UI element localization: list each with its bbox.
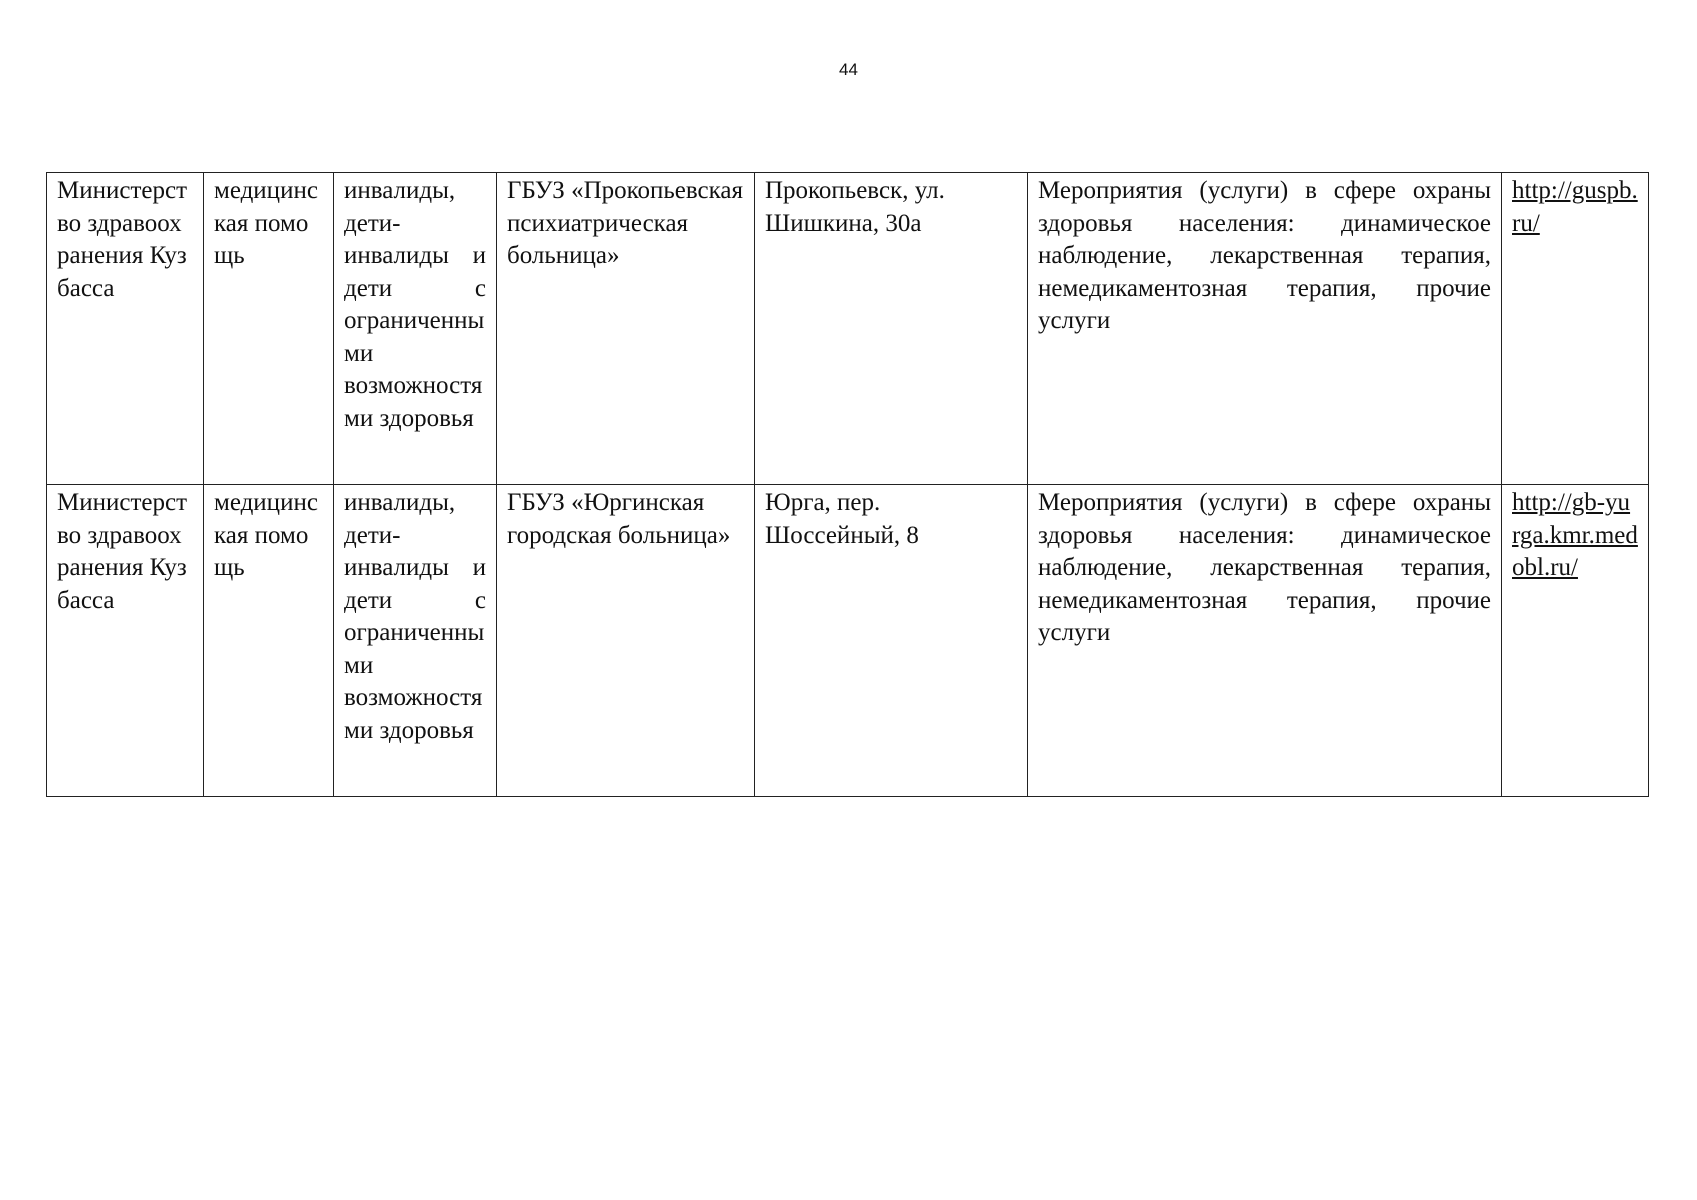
ministry-cell: Министерство здравоохранения Кузбасса [47, 173, 204, 485]
category-cell: медицинская помощь [204, 485, 334, 797]
recipients-cell [334, 173, 497, 485]
page-number: 44 [839, 60, 858, 79]
recipients-cell [334, 485, 497, 797]
ministry-cell: Министерство здравоохранения Кузбасса [47, 485, 204, 797]
services-cell: Мероприятия (услуги) в сфере охраны здоровья населения: динамическое наблюдение, лекарственная терапия, немедикаментозная терапия, прочие услуги [1028, 173, 1502, 485]
website-link[interactable]: http://guspb.ru/ [1512, 177, 1638, 237]
recipients-text: инвалиды, дети-инвалиды и дети с ограниченными возможностями здоровья [344, 177, 486, 432]
table-row [47, 173, 1649, 485]
services-cell: Мероприятия (услуги) в сфере охраны здоровья населения: динамическое наблюдение, лекарственная терапия, немедикаментозная терапия, прочие услуги [1028, 485, 1502, 797]
table-row [47, 485, 1649, 797]
organization-cell: ГБУЗ «Юргинская городская больница» [497, 485, 755, 797]
organization-cell: ГБУЗ «Прокопьевская психиатрическая больница» [497, 173, 755, 485]
website-cell [1502, 485, 1649, 797]
category-cell: медицинская помощь [204, 173, 334, 485]
website-link[interactable]: http://gb-yurga.kmr.medobl.ru/ [1512, 489, 1638, 581]
services-table [46, 172, 1649, 797]
recipients-text: инвалиды, дети-инвалиды и дети с ограниченными возможностями здоровья [344, 489, 486, 744]
address-cell: Юрга, пер. Шоссейный, 8 [755, 485, 1028, 797]
website-cell [1502, 173, 1649, 485]
address-cell: Прокопьевск, ул. Шишкина, 30а [755, 173, 1028, 485]
